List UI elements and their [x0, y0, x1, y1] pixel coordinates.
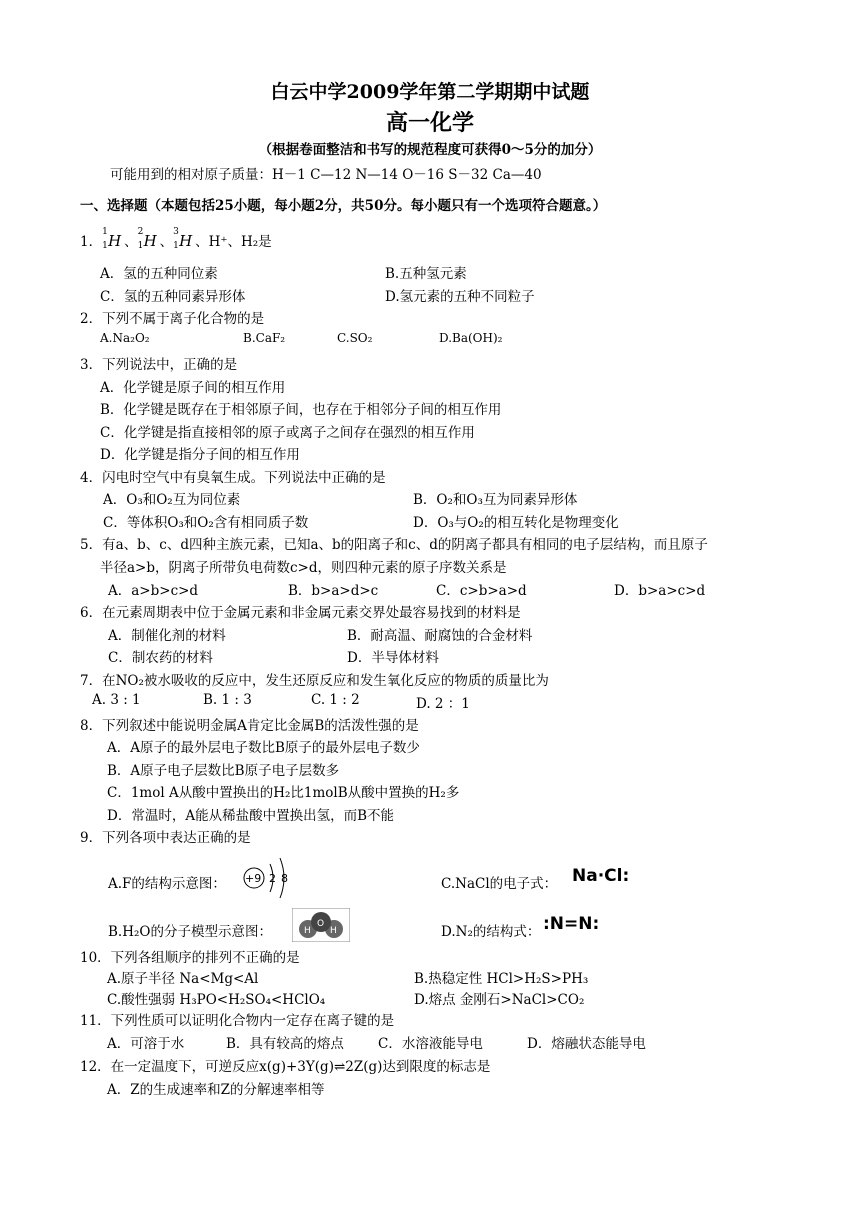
- q6-stem: 6．在元素周期表中位于金属元素和非金属元素交界处最容易找到的材料是: [80, 605, 521, 621]
- q8-option-d: D．常温时，A能从稀盐酸中置换出氢，而B不能: [107, 808, 394, 824]
- section-heading: 一、选择题（本题包括25小题，每小题2分，共50分。每小题只有一个选项符合题意。）: [80, 198, 607, 214]
- q10-stem: 10．下列各组顺序的排列不正确的是: [80, 950, 300, 966]
- n2-structural-formula: :N=N:: [543, 914, 600, 934]
- q6-option-d: D．半导体材料: [347, 650, 439, 666]
- q4-option-c: C．等体积O₃和O₂含有相同质子数: [103, 515, 309, 531]
- q7-option-b: B. 1 : 3: [203, 692, 252, 708]
- q5-option-a: A．a>b>c>d: [108, 583, 199, 599]
- q2-option-d: D.Ba(OH)₂: [439, 331, 503, 345]
- q3-option-b: B．化学键是既存在于相邻原子间，也存在于相邻分子间的相互作用: [100, 402, 502, 418]
- q6-option-b: B．耐高温、耐腐蚀的合金材料: [347, 628, 533, 644]
- question-number: 1．: [80, 234, 103, 250]
- exam-subtitle: 高一化学: [385, 110, 474, 136]
- q12-stem: 12．在一定温度下，可逆反应x(g)+3Y(g)⇌2Z(g)达到限度的标志是: [80, 1059, 491, 1075]
- q8-stem: 8．下列叙述中能说明金属A肯定比金属B的活泼性强的是: [80, 718, 419, 734]
- q7-option-a: A. 3 : 1: [92, 692, 141, 708]
- shell-1-electrons: 2: [269, 872, 276, 885]
- q7-stem: 7．在NO₂被水吸收的反应中，发生还原反应和发生氧化反应的物质的质量比为: [80, 673, 549, 689]
- isotope-h1: 1 1 H: [102, 226, 122, 251]
- fluorine-structure-diagram: [240, 848, 300, 908]
- q7-option-c: C. 1 : 2: [311, 692, 360, 708]
- q6-option-a: A．制催化剂的材料: [108, 628, 226, 644]
- q4-option-d: D．O₃与O₂的相互转化是物理变化: [413, 515, 619, 531]
- q10-option-b: B.热稳定性 HCl>H₂S>PH₃: [414, 971, 589, 987]
- q8-option-c: C．1mol A从酸中置换出的H₂比1molB从酸中置换的H₂多: [107, 785, 460, 801]
- nucleus-charge: +9: [245, 872, 262, 885]
- q5-stem-line1: 5．有a、b、c、d四种主族元素，已知a、b的阳离子和c、d的阴离子都具有相同的电子层结构，而且原子: [80, 537, 708, 553]
- q7-option-d: D. 2 ：1: [416, 696, 470, 712]
- svg-text:H: H: [304, 926, 311, 936]
- q6-option-c: C．制农药的材料: [108, 650, 213, 666]
- q11-stem: 11．下列性质可以证明化合物内一定存在离子键的是: [80, 1013, 395, 1029]
- q4-option-a: A．O₃和O₂互为同位素: [103, 492, 241, 508]
- isotope-h3: 3 1 H: [173, 226, 193, 251]
- q5-stem-line2: 半径a>b，阴离子所带负电荷数c>d，则四种元素的原子序数关系是: [100, 560, 507, 576]
- q4-option-b: B．O₂和O₃互为同素异形体: [413, 492, 578, 508]
- q10-option-a: A.原子半径 Na<Mg<Al: [107, 971, 259, 987]
- water-molecule-model: [292, 908, 350, 942]
- q1-option-c: C．氢的五种同素异形体: [100, 289, 246, 305]
- q1-option-b: B.五种氢元素: [385, 266, 467, 282]
- q3-stem: 3．下列说法中，正确的是: [80, 357, 238, 373]
- q2-option-a: A.Na₂O₂: [100, 331, 150, 345]
- q9-option-b: B.H₂O的分子模型示意图：: [108, 924, 272, 940]
- q10-option-c: C.酸性强弱 H₃PO<H₂SO₄<HClO₄: [107, 992, 326, 1008]
- q1-option-a: A．氢的五种同位素: [100, 266, 218, 282]
- q9-option-a: A.F的结构示意图：: [108, 876, 226, 892]
- q11-option-b: B．具有较高的熔点: [226, 1036, 344, 1052]
- q11-option-a: A．可溶于水: [107, 1036, 185, 1052]
- q12-option-a: A．Z的生成速率和Z的分解速率相等: [107, 1082, 325, 1098]
- q1-option-d: D.氢元素的五种不同粒子: [385, 289, 535, 305]
- q3-option-a: A．化学键是原子间的相互作用: [100, 380, 286, 396]
- q2-option-b: B.CaF₂: [243, 331, 286, 345]
- q9-option-d: D.N₂的结构式：: [441, 924, 541, 940]
- svg-text:H: H: [330, 926, 337, 936]
- nacl-electron-formula: Na·Cl:: [572, 866, 630, 886]
- shell-2-electrons: 8: [281, 872, 288, 885]
- svg-text:O: O: [317, 919, 325, 929]
- q5-option-d: D．b>a>c>d: [614, 583, 706, 599]
- isotope-h2: 2 1 H: [137, 226, 157, 251]
- q3-option-d: D．化学键是指分子间的相互作用: [100, 447, 300, 463]
- q11-option-c: C．水溶液能导电: [378, 1036, 483, 1052]
- q11-option-d: D．熔融状态能导电: [527, 1036, 646, 1052]
- q9-stem: 9．下列各项中表达正确的是: [80, 830, 251, 846]
- q5-option-c: C．c>b>a>d: [436, 583, 527, 599]
- q8-option-a: A．A原子的最外层电子数比B原子的最外层电子数少: [107, 740, 420, 756]
- q2-stem: 2．下列不属于离子化合物的是: [80, 311, 265, 327]
- q3-option-c: C．化学键是指直接相邻的原子或离子之间存在强烈的相互作用: [100, 425, 475, 441]
- q9-option-c: C.NaCl的电子式：: [441, 876, 558, 892]
- atomic-masses: 可能用到的相对原子质量：H－1 C—12 N—14 O－16 S－32 Ca—40: [110, 167, 542, 183]
- q2-option-c: C.SO₂: [337, 331, 373, 345]
- question-1-stem: 1． 1 1 H 、 2 1 H 、 3 1 H 、H⁺、H₂是: [80, 226, 272, 251]
- q10-option-d: D.熔点 金刚石>NaCl>CO₂: [414, 992, 585, 1008]
- q4-stem: 4．闪电时空气中有臭氧生成。下列说法中正确的是: [80, 470, 386, 486]
- q8-option-b: B．A原子电子层数比B原子电子层数多: [107, 763, 340, 779]
- bonus-note: （根据卷面整洁和书写的规范程度可获得0～5分的加分）: [258, 142, 602, 158]
- exam-title: 白云中学2009学年第二学期期中试题: [270, 81, 590, 103]
- q5-option-b: B．b>a>d>c: [288, 583, 379, 599]
